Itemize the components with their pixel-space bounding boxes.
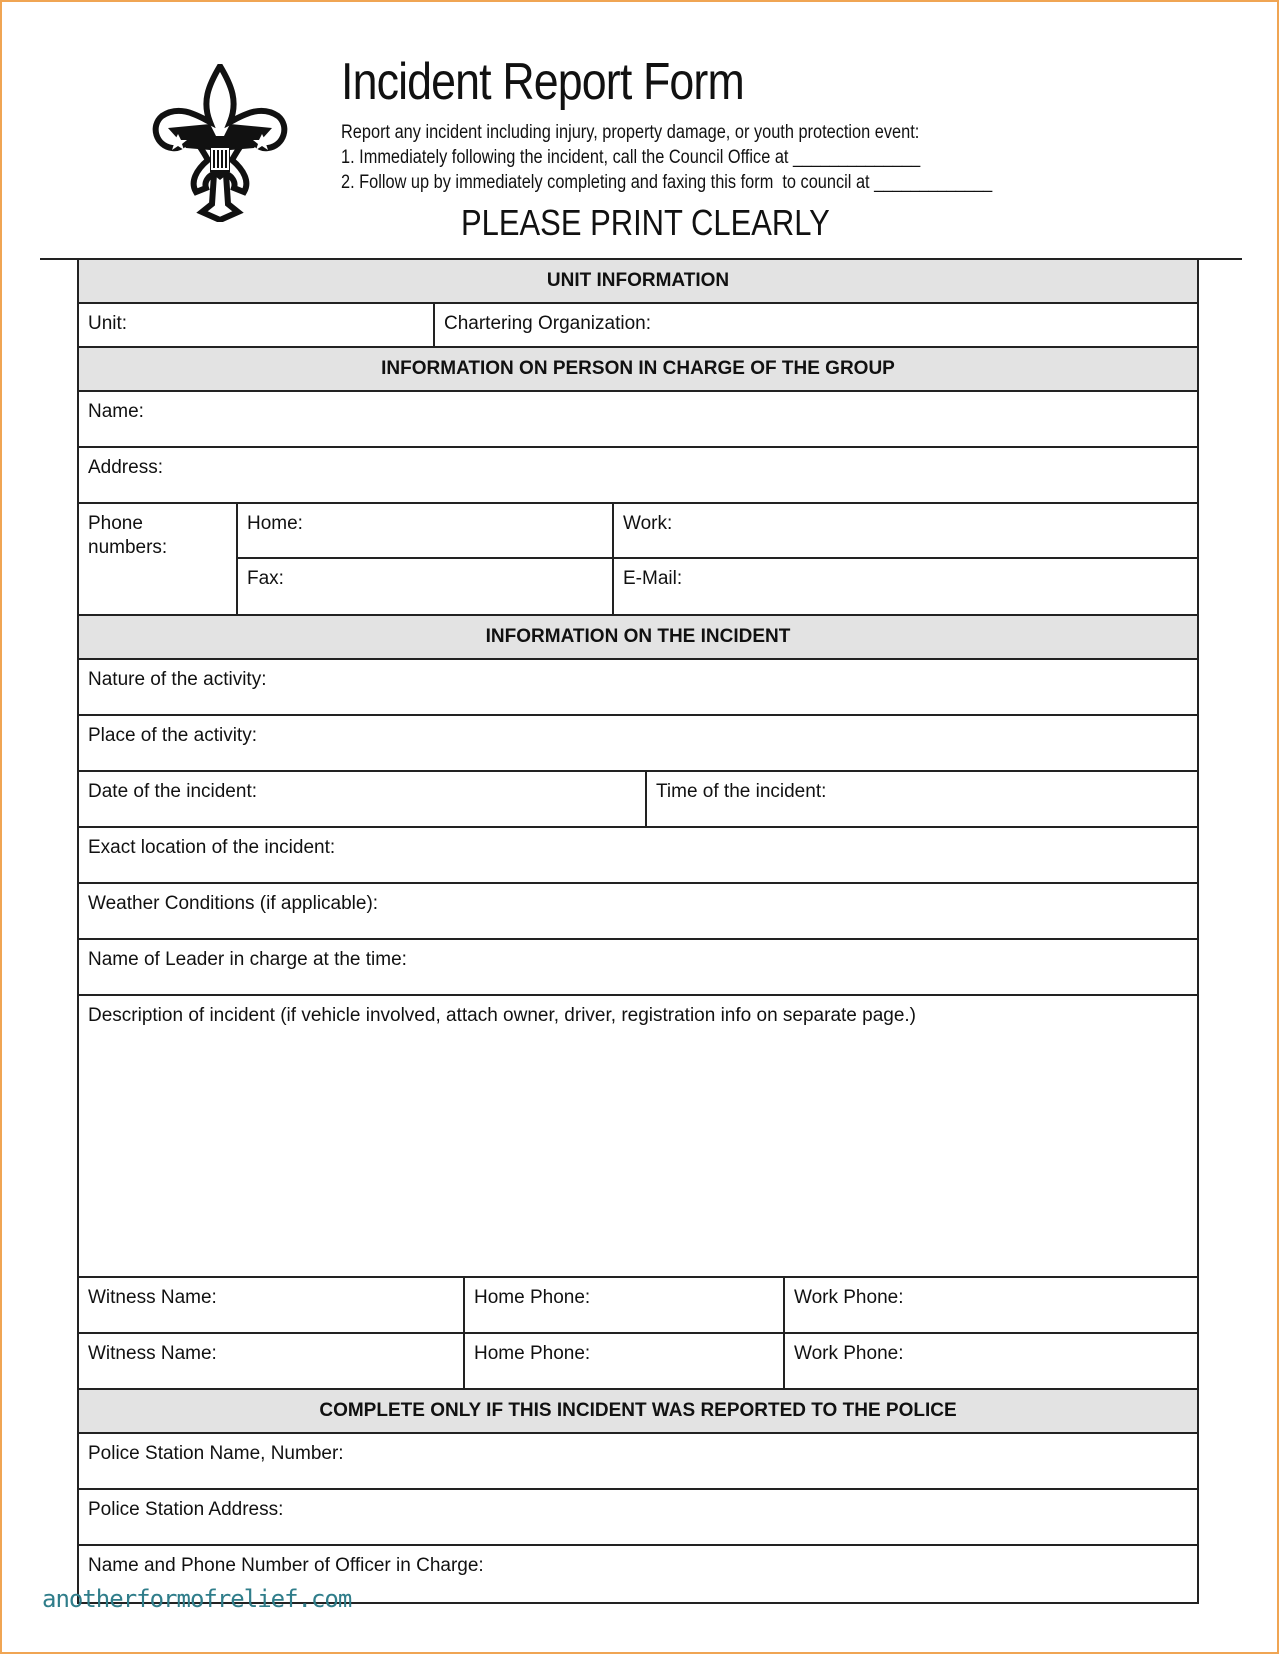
work-label: Work:: [623, 513, 673, 534]
location-row: [79, 828, 1197, 884]
date-label: Date of the incident:: [88, 781, 257, 802]
print-notice: PLEASE PRINT CLEARLY: [461, 202, 830, 243]
phone-row-2: [238, 559, 1197, 614]
weather-conditions-field[interactable]: [79, 884, 1197, 938]
section-heading-police: COMPLETE ONLY IF THIS INCIDENT WAS REPORTED TO THE POLICE: [79, 1390, 1197, 1434]
section-heading-incident: INFORMATION ON THE INCIDENT: [79, 616, 1197, 660]
witness-name-field[interactable]: [79, 1334, 465, 1388]
witness-work-phone-field[interactable]: [785, 1334, 1197, 1388]
instructions: [341, 120, 992, 195]
witness-work-label: Work Phone:: [794, 1343, 904, 1364]
unit-field[interactable]: [79, 304, 435, 346]
phone-row-1: [238, 504, 1197, 559]
fax-field[interactable]: [238, 559, 614, 614]
witness-name-field[interactable]: [79, 1278, 465, 1332]
nature-of-activity-field[interactable]: [79, 660, 1197, 714]
phone-numbers-text: Phone numbers:: [88, 513, 168, 558]
fax-label: Fax:: [247, 568, 284, 589]
date-of-incident-field[interactable]: [79, 772, 647, 826]
location-label: Exact location of the incident:: [88, 837, 336, 858]
witness-home-phone-field[interactable]: [465, 1334, 785, 1388]
chartering-organization-field[interactable]: [435, 304, 1197, 346]
witness-home-label: Home Phone:: [474, 1343, 591, 1364]
site-watermark: anotherformofrelief.com: [42, 1585, 352, 1613]
instruction-line: Report any incident including injury, property damage, or youth protection event:: [341, 122, 920, 143]
instruction-line: 2. Follow up by immediately completing and faxing this form to council at _____________: [341, 172, 993, 193]
nature-label: Nature of the activity:: [88, 669, 267, 690]
leader-row: [79, 940, 1197, 996]
unit-label: Unit:: [88, 313, 128, 334]
description-row: [79, 996, 1197, 1278]
witness-work-phone-field[interactable]: [785, 1278, 1197, 1332]
witness-name-label: Witness Name:: [88, 1287, 217, 1308]
place-row: [79, 716, 1197, 772]
witness-name-label: Witness Name:: [88, 1343, 217, 1364]
witness-home-phone-field[interactable]: [465, 1278, 785, 1332]
phone-grid: [238, 504, 1197, 614]
fleur-de-lis-eagle-emblem-icon: [150, 64, 290, 222]
chartering-label: Chartering Organization:: [444, 313, 651, 334]
witness-work-label: Work Phone:: [794, 1287, 904, 1308]
leader-label: Name of Leader in charge at the time:: [88, 949, 407, 970]
officer-label: Name and Phone Number of Officer in Charge:: [88, 1555, 484, 1576]
nature-row: [79, 660, 1197, 716]
phone-numbers-label: [79, 504, 238, 614]
description-field[interactable]: [79, 996, 1197, 1276]
police-station-name-label: Police Station Name, Number:: [88, 1443, 344, 1464]
date-time-row: [79, 772, 1197, 828]
witness-row: [79, 1278, 1197, 1334]
name-label: Name:: [88, 401, 144, 422]
place-label: Place of the activity:: [88, 725, 257, 746]
police-station-address-label: Police Station Address:: [88, 1499, 284, 1520]
weather-label: Weather Conditions (if applicable):: [88, 893, 379, 914]
instruction-line: 1. Immediately following the incident, call the Council Office at ______________: [341, 147, 921, 168]
unit-row: [79, 304, 1197, 348]
police-station-name-field[interactable]: [79, 1434, 1197, 1488]
form-title: Incident Report Form: [341, 53, 744, 111]
witness-home-label: Home Phone:: [474, 1287, 591, 1308]
police-station-name-row: [79, 1434, 1197, 1490]
name-row: [79, 392, 1197, 448]
address-field[interactable]: [79, 448, 1197, 502]
description-label: Description of incident (if vehicle involved, attach owner, driver, registration info on separate page.): [88, 1005, 917, 1026]
address-label: Address:: [88, 457, 163, 478]
place-of-activity-field[interactable]: [79, 716, 1197, 770]
home-label: Home:: [247, 513, 303, 534]
phone-numbers-block: [79, 504, 1197, 616]
leader-in-charge-field[interactable]: [79, 940, 1197, 994]
name-field[interactable]: [79, 392, 1197, 446]
work-phone-field[interactable]: [614, 504, 1197, 557]
police-station-address-row: [79, 1490, 1197, 1546]
address-row: [79, 448, 1197, 504]
section-heading-person: INFORMATION ON PERSON IN CHARGE OF THE GROUP: [79, 348, 1197, 392]
police-station-address-field[interactable]: [79, 1490, 1197, 1544]
witness-row: [79, 1334, 1197, 1390]
home-phone-field[interactable]: [238, 504, 614, 557]
time-label: Time of the incident:: [656, 781, 827, 802]
email-field[interactable]: [614, 559, 1197, 614]
time-of-incident-field[interactable]: [647, 772, 1197, 826]
weather-row: [79, 884, 1197, 940]
section-heading-unit: UNIT INFORMATION: [79, 260, 1197, 304]
email-label: E-Mail:: [623, 568, 683, 589]
exact-location-field[interactable]: [79, 828, 1197, 882]
incident-form: [77, 260, 1199, 1604]
